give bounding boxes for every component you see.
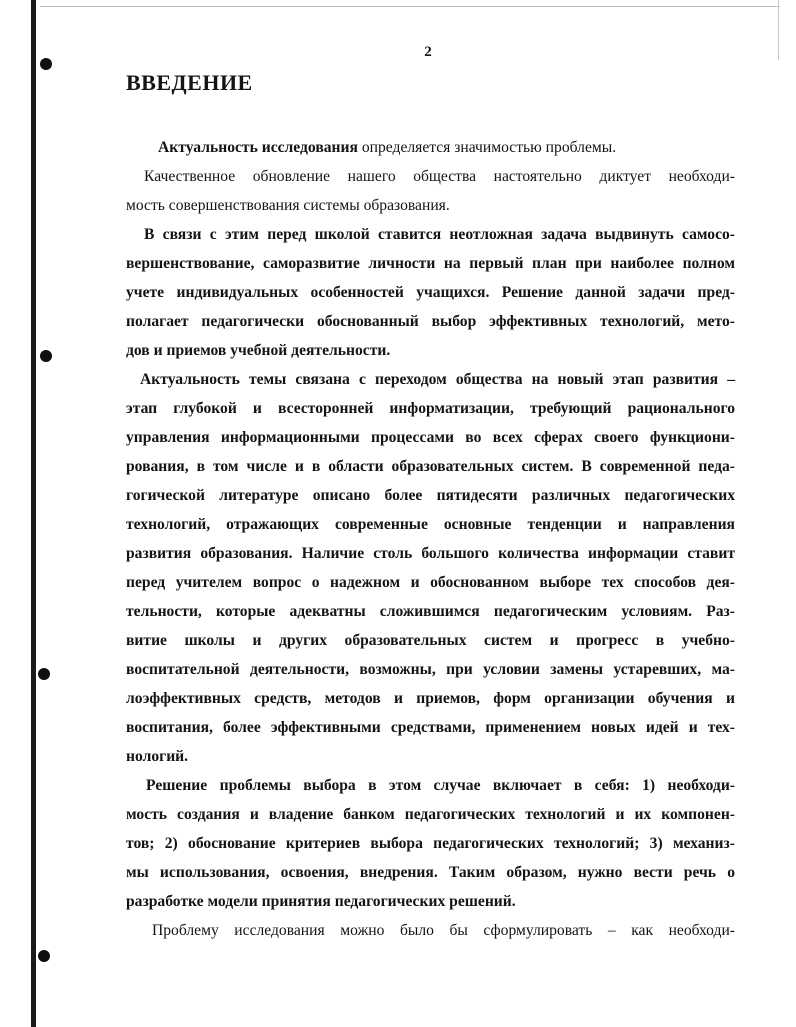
punch-hole-mark [40,58,52,70]
paragraph-line: полагает педагогически обоснованный выбор эффективных технологий, мето- [126,313,735,330]
punch-hole-mark [38,950,50,962]
paragraph-line: тов; 2) обоснование критериев выбора педагогических технологий; 3) механиз- [126,835,735,852]
paragraph-line: технологий, отражающих современные основные тенденции и направления [126,516,735,533]
paragraph-text: определяется значимостью проблемы. [357,139,617,156]
page-title: ВВЕДЕНИЕ [126,70,253,95]
paragraph-line: развития образования. Наличие столь большого количества информации ставит [126,545,735,562]
scan-binding-edge [31,0,36,1027]
paragraph-line: Проблему исследования можно было бы сформулировать – как необходи- [152,922,735,939]
paragraph-line: рования, в том числе и в области образовательных систем. В современной педа- [126,458,735,475]
paragraph-line: дов и приемов учебной деятельности. [126,342,391,359]
paragraph-line: В связи с этим перед школой ставится неотложная задача выдвинуть самосо- [144,226,735,243]
punch-hole-mark [40,350,52,362]
emphasis-text: Актуальность исследования [158,139,358,156]
paragraph-line: воспитательной деятельности, возможны, при условии замены устаревших, ма- [126,661,735,678]
paragraph-line: Актуальность темы связана с переходом общества на новый этап развития – [140,371,735,388]
paragraph-line: разработке модели принятия педагогических решений. [126,893,516,910]
paragraph-line: воспитания, более эффективными средствами, применением новых идей и тех- [126,719,735,736]
paragraph-line: мы использования, освоения, внедрения. Таким образом, нужно вести речь о [126,864,735,881]
paragraph-line: Качественное обновление нашего общества настоятельно диктует необходи- [144,168,735,185]
paragraph-line: нологий. [126,748,189,765]
paragraph-line: управления информационными процессами во всех сферах своего функциони- [126,429,735,446]
punch-hole-mark [38,668,50,680]
paragraph-line [126,133,735,162]
paragraph-line: вершенствование, саморазвитие личности на первый план при наиболее полном [126,255,735,272]
page-number: 2 [424,44,432,60]
paragraph-line: тельности, которые адекватны сложившимся педагогическим условиям. Раз- [126,603,735,620]
paragraph-line: перед учителем вопрос о надежном и обоснованном выборе тех способов дея- [126,574,735,591]
paragraph-line: гогической литературе описано более пятидесяти различных педагогических [126,487,735,504]
document-body [126,133,735,945]
paragraph-line: мость создания и владение банком педагогических технологий и их компонен- [126,806,735,823]
paragraph-line: учете индивидуальных особенностей учащихся. Решение данной задачи пред- [126,284,735,301]
paragraph-line: Решение проблемы выбора в этом случае включает в себя: 1) необходи- [146,777,735,794]
scan-right-edge [778,0,779,60]
paragraph-line: мость совершенствования системы образования. [126,197,450,214]
paragraph-line: витие школы и других образовательных систем и прогресс в учебно- [126,632,735,649]
scan-top-edge [40,6,780,7]
paragraph-line: этап глубокой и всесторонней информатизации, требующий рационального [126,400,735,417]
paragraph-line: лоэффективных средств, методов и приемов, форм организации обучения и [126,690,735,707]
